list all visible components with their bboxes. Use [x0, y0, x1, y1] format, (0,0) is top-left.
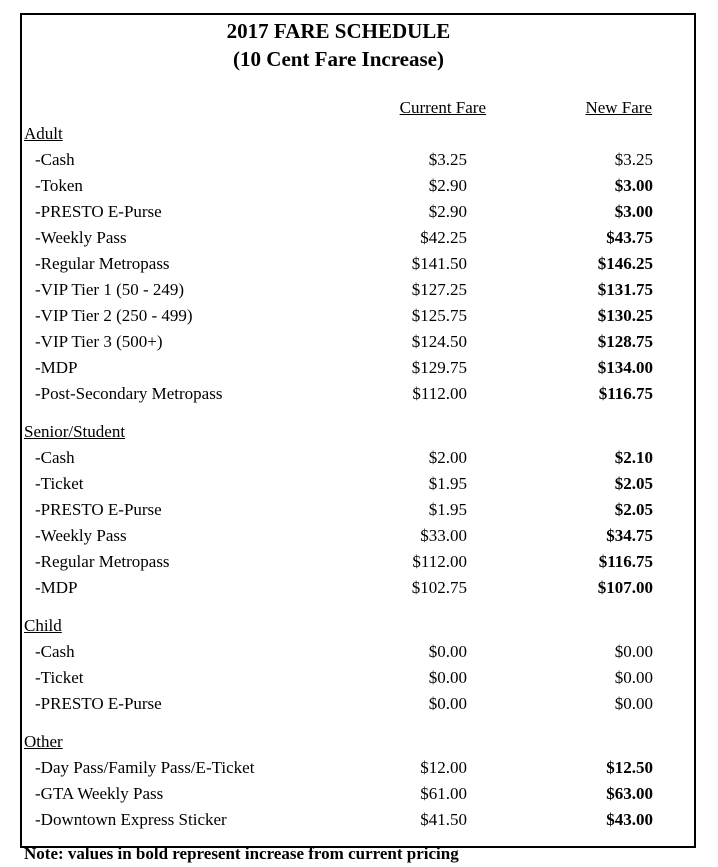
current-fare-value: $2.90: [428, 202, 467, 221]
section-header-cell: [24, 613, 327, 639]
fare-row: [24, 251, 692, 277]
title-line-2: (10 Cent Fare Increase): [233, 47, 444, 71]
note-text: Note: values in bold represent increase from current pricing: [24, 844, 459, 863]
new-fare-value: $134.00: [597, 358, 653, 377]
section-title: Other: [24, 732, 63, 751]
current-fare-value: $33.00: [420, 526, 467, 545]
current-fare-value: $1.95: [428, 474, 467, 493]
new-fare-value: $131.75: [597, 280, 653, 299]
column-header-spacer: [24, 95, 327, 121]
right-margin-spacer: [653, 523, 692, 549]
new-fare-value: $34.75: [606, 526, 653, 545]
new-fare-column-header: New Fare: [585, 98, 652, 117]
new-fare-value: $0.00: [614, 642, 653, 661]
current-fare-value: $61.00: [420, 784, 467, 803]
new-fare-value: $43.75: [606, 228, 653, 247]
right-margin-spacer: [653, 691, 692, 717]
section-title: Adult: [24, 124, 63, 143]
empty-cell: [653, 729, 692, 755]
right-margin-spacer: [653, 355, 692, 381]
fare-row: [24, 381, 692, 407]
current-fare-value: $112.00: [412, 552, 467, 571]
section-title: Senior/Student: [24, 422, 126, 441]
current-fare-value: $102.75: [411, 578, 467, 597]
fare-item-label: -PRESTO E-Purse: [35, 202, 162, 221]
new-fare-value: $128.75: [597, 332, 653, 351]
current-fare-value: $127.25: [411, 280, 467, 299]
fare-item-label: -Post-Secondary Metropass: [35, 384, 223, 403]
fare-sections: [24, 121, 692, 833]
current-fare-value: $129.75: [411, 358, 467, 377]
fare-row: [24, 147, 692, 173]
fare-row: [24, 303, 692, 329]
current-fare-value: $42.25: [420, 228, 467, 247]
current-fare-value: $124.50: [411, 332, 467, 351]
right-margin-spacer: [653, 329, 692, 355]
new-fare-value: $0.00: [614, 694, 653, 713]
section-header-row: [24, 613, 692, 639]
current-fare-value: $0.00: [428, 694, 467, 713]
empty-cell: [467, 729, 653, 755]
fare-row: [24, 549, 692, 575]
current-fare-value: $41.50: [420, 810, 467, 829]
fare-item-label: -VIP Tier 1 (50 - 249): [35, 280, 185, 299]
right-margin-spacer: [653, 381, 692, 407]
fare-item-label: -Regular Metropass: [35, 552, 170, 571]
new-fare-value: $107.00: [597, 578, 653, 597]
right-margin-spacer: [653, 303, 692, 329]
section-header-cell: [24, 121, 327, 147]
new-fare-value: $43.00: [606, 810, 653, 829]
fare-row: [24, 471, 692, 497]
fare-item-label: -Token: [35, 176, 83, 195]
section-adult: [24, 121, 692, 407]
right-margin-spacer: [653, 807, 692, 833]
new-fare-value: $3.25: [614, 150, 653, 169]
section-header-row: [24, 121, 692, 147]
current-fare-value: $0.00: [428, 642, 467, 661]
fare-row: [24, 523, 692, 549]
right-margin-spacer: [653, 497, 692, 523]
section-child: [24, 613, 692, 717]
section-header-cell: [24, 729, 327, 755]
fare-row: [24, 691, 692, 717]
right-margin-spacer: [653, 277, 692, 303]
fare-row: [24, 355, 692, 381]
current-fare-value: $112.00: [412, 384, 467, 403]
fare-item-label: -Weekly Pass: [35, 228, 127, 247]
fare-item-label: -VIP Tier 2 (250 - 499): [35, 306, 193, 325]
current-fare-value: $12.00: [420, 758, 467, 777]
fare-item-label: -Day Pass/Family Pass/E-Ticket: [35, 758, 255, 777]
right-margin-spacer: [653, 781, 692, 807]
fare-row: [24, 277, 692, 303]
right-margin-spacer: [653, 199, 692, 225]
current-fare-value: $3.25: [428, 150, 467, 169]
new-fare-value: $116.75: [598, 552, 653, 571]
empty-cell: [327, 613, 467, 639]
right-margin-spacer: [653, 251, 692, 277]
right-margin-spacer: [653, 755, 692, 781]
fare-row: [24, 329, 692, 355]
new-fare-value: $116.75: [598, 384, 653, 403]
fare-row: [24, 199, 692, 225]
new-fare-value: $2.05: [614, 474, 653, 493]
new-fare-value: $3.00: [614, 202, 653, 221]
fare-row: [24, 575, 692, 601]
fare-row: [24, 445, 692, 471]
section-title: Child: [24, 616, 62, 635]
fare-item-label: -Regular Metropass: [35, 254, 170, 273]
fare-item-label: -Cash: [35, 150, 75, 169]
fare-item-label: -Weekly Pass: [35, 526, 127, 545]
fare-item-label: -Downtown Express Sticker: [35, 810, 227, 829]
fare-item-label: -Cash: [35, 448, 75, 467]
fare-row: [24, 781, 692, 807]
document-title: [24, 17, 653, 73]
current-fare-value: $0.00: [428, 668, 467, 687]
new-fare-value: $3.00: [614, 176, 653, 195]
fare-item-label: -Ticket: [35, 474, 84, 493]
fare-item-label: -PRESTO E-Purse: [35, 500, 162, 519]
column-header-row: [24, 95, 692, 121]
fare-item-label: -VIP Tier 3 (500+): [35, 332, 163, 351]
fare-item-label: -Ticket: [35, 668, 84, 687]
new-fare-value: $130.25: [597, 306, 653, 325]
right-margin-spacer: [653, 575, 692, 601]
new-fare-value: $0.00: [614, 668, 653, 687]
fare-item-label: -PRESTO E-Purse: [35, 694, 162, 713]
empty-cell: [327, 729, 467, 755]
right-margin-spacer: [653, 147, 692, 173]
section-header-cell: [24, 419, 327, 445]
fare-row: [24, 639, 692, 665]
fare-row: [24, 665, 692, 691]
fare-row: [24, 225, 692, 251]
fare-item-label: -GTA Weekly Pass: [35, 784, 164, 803]
fare-schedule-document: [20, 13, 696, 863]
fare-row: [24, 173, 692, 199]
empty-cell: [653, 121, 692, 147]
right-margin-spacer: [653, 173, 692, 199]
empty-cell: [653, 613, 692, 639]
empty-cell: [653, 419, 692, 445]
current-fare-value: $1.95: [428, 500, 467, 519]
current-fare-value: $2.00: [428, 448, 467, 467]
empty-cell: [467, 121, 653, 147]
empty-cell: [467, 613, 653, 639]
empty-cell: [467, 419, 653, 445]
right-margin-spacer: [653, 639, 692, 665]
right-margin-spacer: [653, 225, 692, 251]
empty-cell: [327, 121, 467, 147]
fare-item-label: -MDP: [35, 578, 78, 597]
section-header-row: [24, 729, 692, 755]
current-fare-value: $2.90: [428, 176, 467, 195]
title-line-1: 2017 FARE SCHEDULE: [226, 19, 451, 43]
right-margin-spacer: [653, 445, 692, 471]
empty-cell: [327, 419, 467, 445]
right-margin-spacer: [653, 471, 692, 497]
fare-item-label: -MDP: [35, 358, 78, 377]
fare-item-label: -Cash: [35, 642, 75, 661]
new-fare-value: $2.05: [614, 500, 653, 519]
section-senior-student: [24, 419, 692, 601]
new-fare-value: $63.00: [606, 784, 653, 803]
right-margin-spacer: [653, 549, 692, 575]
right-margin-spacer: [653, 665, 692, 691]
fare-row: [24, 497, 692, 523]
current-fare-value: $141.50: [411, 254, 467, 273]
current-fare-column-header: Current Fare: [399, 98, 486, 117]
new-fare-value: $12.50: [606, 758, 653, 777]
section-other: [24, 729, 692, 833]
section-header-row: [24, 419, 692, 445]
fare-row: [24, 807, 692, 833]
current-fare-value: $125.75: [411, 306, 467, 325]
column-header-spacer: [653, 95, 692, 121]
new-fare-value: $2.10: [614, 448, 653, 467]
new-fare-value: $146.25: [597, 254, 653, 273]
fare-row: [24, 755, 692, 781]
